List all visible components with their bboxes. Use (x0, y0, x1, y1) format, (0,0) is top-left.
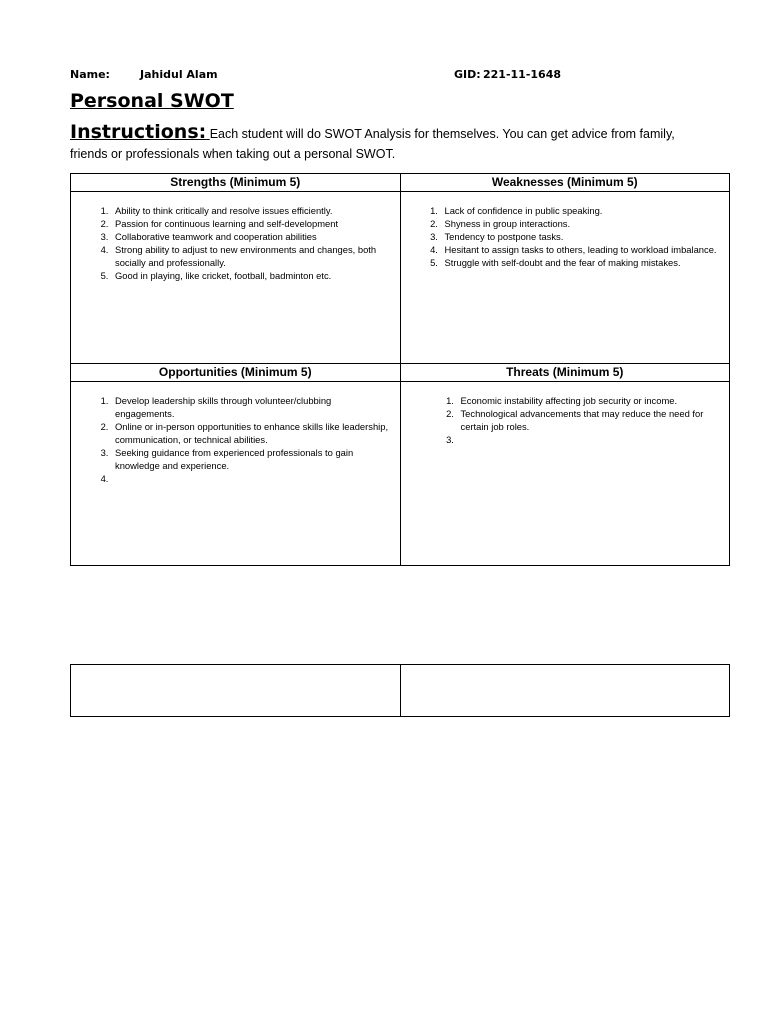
list-item: 5. Good in playing, like cricket, football, badminton etc. (111, 269, 390, 282)
list-item: 5. Struggle with self-doubt and the fear of making mistakes. (441, 256, 720, 269)
list-item: 2. Online or in-person opportunities to enhance skills like leadership, communication, or technical abilities. (111, 420, 390, 446)
empty-cell-right[interactable] (400, 665, 730, 717)
strengths-heading: Strengths (Minimum 5) (71, 174, 401, 192)
list-item: 1. Develop leadership skills through volunteer/clubbing engagements. (111, 394, 390, 420)
weaknesses-cell[interactable] (400, 192, 730, 364)
strengths-list (71, 204, 400, 282)
list-item: 2. Technological advancements that may reduce the need for certain job roles. (457, 407, 720, 433)
list-item: 1. Lack of confidence in public speaking. (441, 204, 720, 217)
list-item: 1. Ability to think critically and resolve issues efficiently. (111, 204, 390, 217)
list-item: 3. Seeking guidance from experienced professionals to gain knowledge and experience. (111, 446, 390, 472)
strengths-cell[interactable] (71, 192, 401, 364)
gid-value: 221-11-1648 (483, 68, 562, 81)
list-item: 2. Passion for continuous learning and self-development (111, 217, 390, 230)
instructions-label: Instructions: (70, 121, 207, 143)
list-item: 1. Economic instability affecting job security or income. (457, 394, 720, 407)
student-info-row (70, 68, 730, 84)
gid-label: GID: (454, 68, 481, 81)
list-item: 3. Tendency to postpone tasks. (441, 230, 720, 243)
list-item: 2. Shyness in group interactions. (441, 217, 720, 230)
opportunities-cell[interactable] (71, 382, 401, 566)
name-label: Name: (70, 68, 110, 81)
swot-table (70, 173, 730, 566)
name-value: Jahidul Alam (140, 68, 218, 81)
list-item: 4. Strong ability to adjust to new environments and changes, both socially and professionally. (111, 243, 390, 269)
empty-table (70, 664, 730, 717)
list-item: 4. Hesitant to assign tasks to others, leading to workload imbalance. (441, 243, 720, 256)
opportunities-list (71, 394, 400, 485)
weaknesses-heading: Weaknesses (Minimum 5) (400, 174, 730, 192)
list-item (457, 433, 720, 446)
weaknesses-list (401, 204, 730, 269)
list-item (111, 472, 390, 485)
list-item: 3. Collaborative teamwork and cooperation abilities (111, 230, 390, 243)
threats-cell[interactable] (400, 382, 730, 566)
page-title: Personal SWOT (70, 90, 234, 112)
instructions-paragraph (70, 122, 710, 164)
threats-list (401, 394, 730, 446)
instructions-text: Each student will do SWOT Analysis for themselves. You can get advice from family, friends or professionals when taking out a personal SWOT. (70, 127, 675, 161)
opportunities-heading: Opportunities (Minimum 5) (71, 364, 401, 382)
threats-heading: Threats (Minimum 5) (400, 364, 730, 382)
empty-cell-left[interactable] (71, 665, 401, 717)
